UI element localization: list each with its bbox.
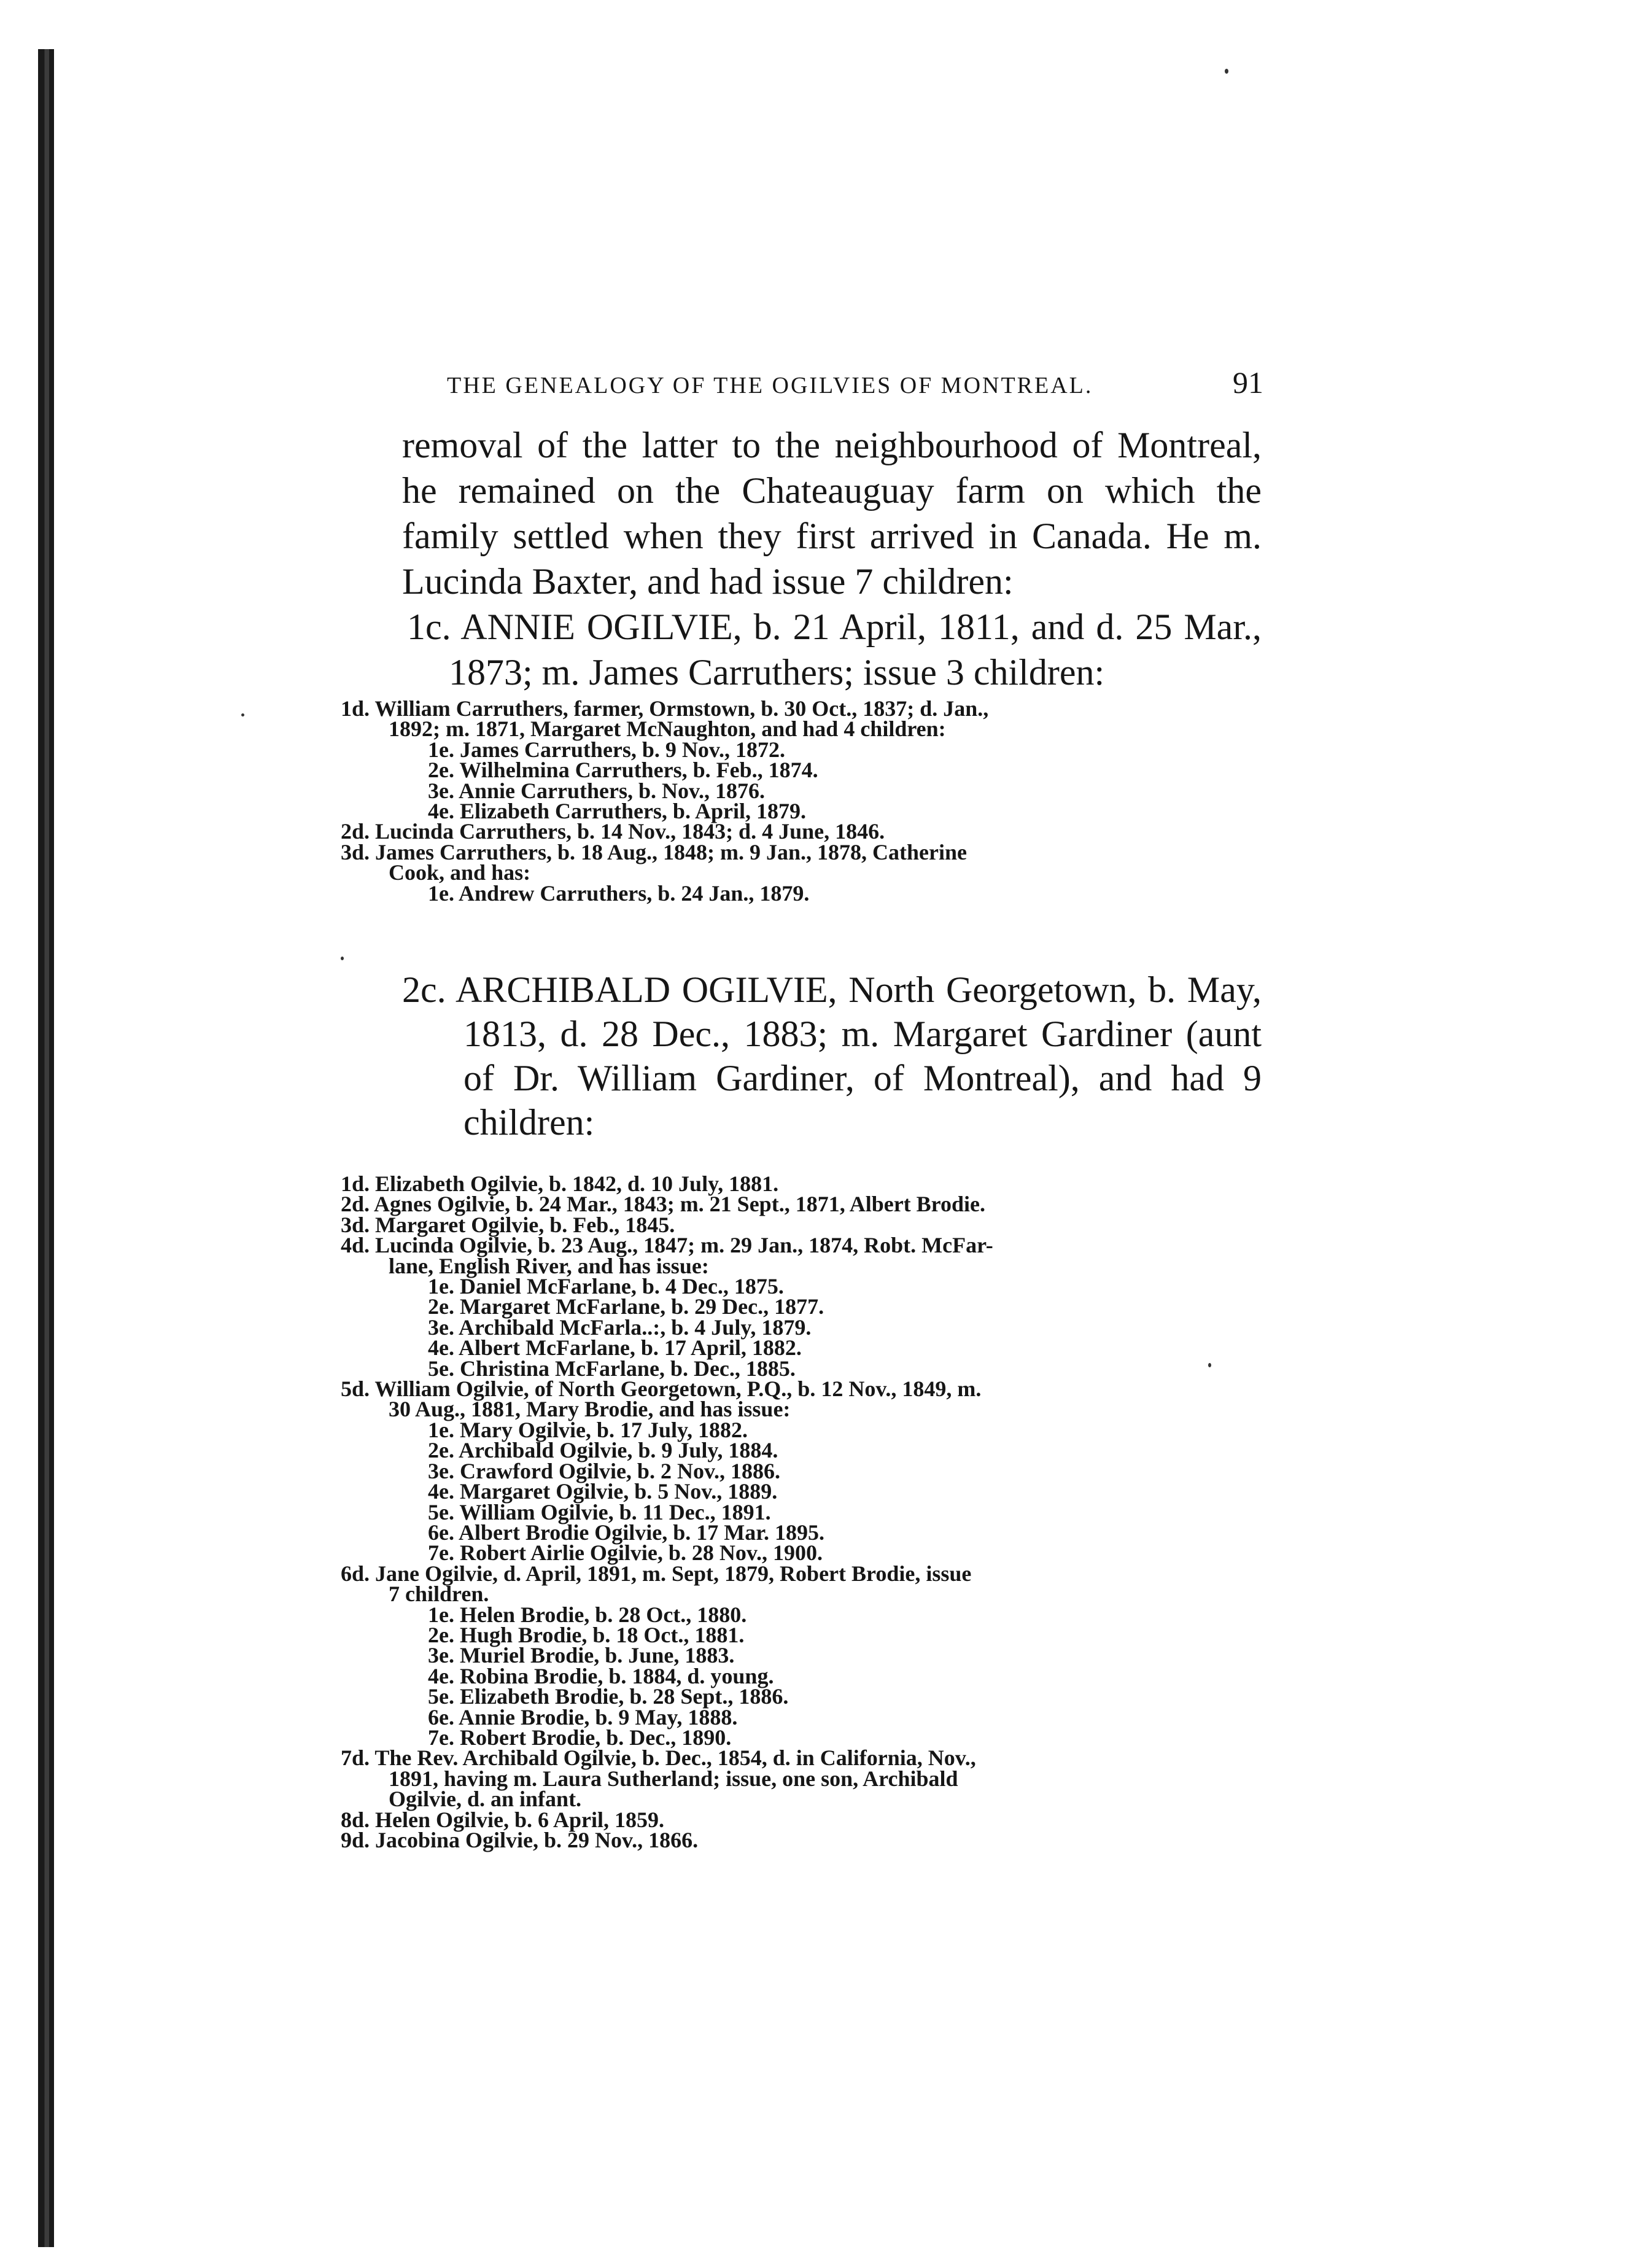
entry-line: 2e. Margaret McFarlane, b. 29 Dec., 1877. (428, 1294, 824, 1319)
entry-line: 1891, having m. Laura Sutherland; issue, one son, Archibald (389, 1766, 958, 1791)
entry-line: 7e. Robert Airlie Ogilvie, b. 28 Nov., 1900. (428, 1540, 823, 1566)
entry-line: 1d. William Carruthers, farmer, Ormstown, b. 30 Oct., 1837; d. Jan., (341, 696, 989, 721)
entry-line: 7 children. (389, 1582, 489, 1607)
page-speck (241, 713, 244, 716)
text-line: Lucinda Baxter, and had issue 7 children: (402, 561, 1014, 602)
entry-line: 3e. Muriel Brodie, b. June, 1883. (428, 1643, 735, 1668)
entry-line: 5e. William Ogilvie, b. 11 Dec., 1891. (428, 1499, 771, 1524)
page-header (447, 365, 1263, 400)
intro-paragraph (402, 422, 1262, 695)
entry-line: 4d. Lucinda Ogilvie, b. 23 Aug., 1847; m. 29 Jan., 1874, Robt. McFar- (341, 1233, 993, 1258)
entry-line: 5d. William Ogilvie, of North Georgetown, P.Q., b. 12 Nov., 1849, m. (341, 1376, 982, 1402)
entry-line: 6e. Albert Brodie Ogilvie, b. 17 Mar. 1895. (428, 1520, 824, 1545)
running-head: THE GENEALOGY OF THE OGILVIES OF MONTREAL. (447, 373, 1093, 398)
text-line: children: (463, 1102, 595, 1143)
entry-line: 1892; m. 1871, Margaret McNaughton, and had 4 children: (389, 716, 946, 742)
text-line: removal of the latter to the neighbourhood of Montreal, (402, 425, 1262, 465)
entry-heading: 1c. ANNIE OGILVIE, b. 21 April, 1811, and d. 25 Mar., (407, 607, 1262, 647)
entry-line: Cook, and has: (389, 860, 531, 885)
entry-line: 4e. Elizabeth Carruthers, b. April, 1879. (428, 799, 806, 824)
entry-line: 6e. Annie Brodie, b. 9 May, 1888. (428, 1704, 738, 1730)
binding-edge (38, 49, 54, 2247)
entry-line: 5e. Elizabeth Brodie, b. 28 Sept., 1886. (428, 1684, 789, 1709)
entry-line: 2d. Agnes Ogilvie, b. 24 Mar., 1843; m. 21 Sept., 1871, Albert Brodie. (341, 1192, 986, 1217)
page-speck (341, 957, 344, 960)
entry-line: 1e. Helen Brodie, b. 28 Oct., 1880. (428, 1602, 747, 1627)
carruthers-issue-list (341, 696, 1262, 906)
archibald-issue-list (341, 1171, 1262, 1852)
entry-line: Ogilvie, d. an infant. (389, 1787, 582, 1812)
entry-line: 7d. The Rev. Archibald Ogilvie, b. Dec., 1854, d. in California, Nov., (341, 1745, 976, 1771)
entry-line: 1e. Andrew Carruthers, b. 24 Jan., 1879. (428, 880, 810, 906)
entry-line: 4e. Albert McFarlane, b. 17 April, 1882. (428, 1335, 802, 1361)
archibald-paragraph (402, 968, 1262, 1144)
entry-line: 5e. Christina McFarlane, b. Dec., 1885. (428, 1356, 796, 1381)
entry-line: 3d. James Carruthers, b. 18 Aug., 1848; m. 9 Jan., 1878, Catherine (341, 839, 967, 864)
entry-line: lane, English River, and has issue: (389, 1253, 709, 1278)
entry-line: 1e. Mary Ogilvie, b. 17 July, 1882. (428, 1417, 748, 1442)
entry-heading: 2c. ARCHIBALD OGILVIE, North Georgetown, b. May, (402, 969, 1262, 1010)
text-line: of Dr. William Gardiner, of Montreal), and had 9 (463, 1058, 1262, 1098)
entry-line: 4e. Margaret Ogilvie, b. 5 Nov., 1889. (428, 1479, 778, 1504)
text-line: family settled when they first arrived in Canada. He m. (402, 516, 1262, 556)
entry-line: 3d. Margaret Ogilvie, b. Feb., 1845. (341, 1212, 675, 1237)
page-speck (1225, 69, 1228, 74)
entry-line: 2d. Lucinda Carruthers, b. 14 Nov., 1843; d. 4 June, 1846. (341, 819, 885, 844)
entry-line: 1e. James Carruthers, b. 9 Nov., 1872. (428, 737, 785, 762)
entry-line: 6d. Jane Ogilvie, d. April, 1891, m. Sept, 1879, Robert Brodie, issue (341, 1561, 972, 1586)
entry-line: 4e. Robina Brodie, b. 1884, d. young. (428, 1663, 774, 1688)
page-number: 91 (1233, 365, 1263, 400)
entry-line: 3e. Archibald McFarla..:, b. 4 July, 1879. (428, 1314, 812, 1340)
text-line: 1873; m. James Carruthers; issue 3 children: (449, 652, 1105, 693)
entry-line: 2e. Archibald Ogilvie, b. 9 July, 1884. (428, 1438, 778, 1463)
text-line: he remained on the Chateauguay farm on which the (402, 470, 1262, 511)
entry-line: 2e. Wilhelmina Carruthers, b. Feb., 1874. (428, 758, 818, 783)
entry-line: 30 Aug., 1881, Mary Brodie, and has issue: (389, 1397, 791, 1422)
entry-line: 9d. Jacobina Ogilvie, b. 29 Nov., 1866. (341, 1828, 699, 1852)
entry-line: 1e. Daniel McFarlane, b. 4 Dec., 1875. (428, 1274, 784, 1299)
text-line: 1813, d. 28 Dec., 1883; m. Margaret Gardiner (aunt (463, 1014, 1262, 1054)
entry-line: 3e. Crawford Ogilvie, b. 2 Nov., 1886. (428, 1458, 780, 1483)
entry-line: 7e. Robert Brodie, b. Dec., 1890. (428, 1725, 732, 1750)
entry-line: 1d. Elizabeth Ogilvie, b. 1842, d. 10 July, 1881. (341, 1171, 779, 1196)
entry-line: 3e. Annie Carruthers, b. Nov., 1876. (428, 778, 765, 803)
entry-line: 8d. Helen Ogilvie, b. 6 April, 1859. (341, 1807, 665, 1832)
entry-line: 2e. Hugh Brodie, b. 18 Oct., 1881. (428, 1622, 745, 1647)
